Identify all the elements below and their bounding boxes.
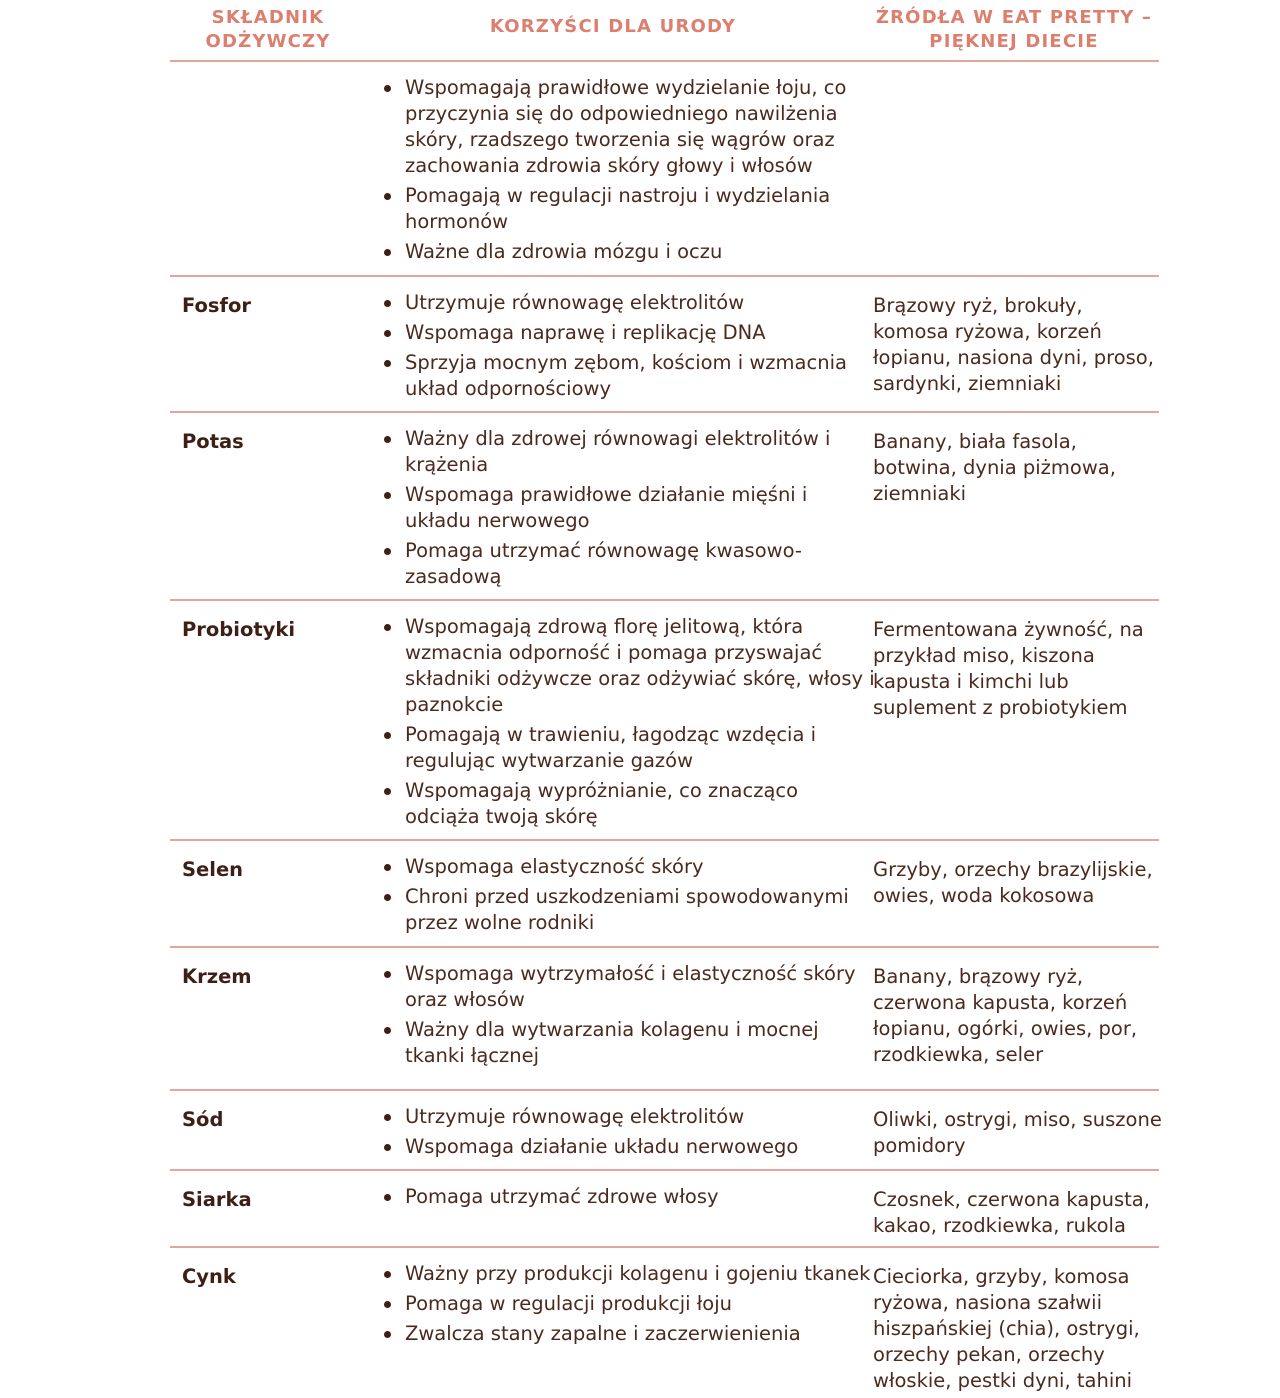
benefit-text: Wspomagają wypróżnianie, co znacząco odciąża twoją skórę <box>405 779 799 828</box>
table-row <box>170 413 1159 601</box>
bullet-icon <box>384 193 391 200</box>
benefit-text: Ważny przy produkcji kolagenu i gojeniu tkanek <box>405 1262 871 1285</box>
bullet-icon <box>384 971 391 978</box>
benefit-text: Chroni przed uszkodzeniami spowodowanymi przez wolne rodniki <box>405 885 849 934</box>
header-nutrient: SKŁADNIK ODŻYWCZY <box>205 7 331 52</box>
table-body <box>170 62 1162 1398</box>
bullet-icon <box>384 85 391 92</box>
sources-text: Fermentowana żywność, na przykład miso, kiszona kapusta i kimchi lub suplement z probiotykiem <box>873 618 1144 719</box>
benefit-item <box>405 1321 875 1347</box>
table-row <box>170 1171 1159 1248</box>
benefit-item <box>405 75 875 179</box>
bullet-icon <box>384 1331 391 1338</box>
bullet-icon <box>384 788 391 795</box>
nutrient-name: Krzem <box>182 965 252 988</box>
bullet-icon <box>384 1144 391 1151</box>
benefit-item <box>405 778 875 830</box>
bullet-icon <box>384 436 391 443</box>
bullet-icon <box>384 1194 391 1201</box>
header-benefits: KORZYŚCI DLA URODY <box>489 16 737 37</box>
benefit-item <box>405 350 875 402</box>
benefit-item <box>405 426 875 478</box>
benefits-list <box>405 426 875 594</box>
benefit-item <box>405 183 875 235</box>
bullet-icon <box>384 1271 391 1278</box>
benefit-item <box>405 614 875 718</box>
bullet-icon <box>384 1301 391 1308</box>
benefit-text: Wspomaga działanie układu nerwowego <box>405 1135 799 1158</box>
sources-text: Banany, brązowy ryż, czerwona kapusta, korzeń łopianu, ogórki, owies, por, rzodkiewka, seler <box>873 965 1138 1066</box>
benefit-item <box>405 961 875 1013</box>
benefit-item <box>405 854 875 880</box>
benefits-list <box>405 1104 875 1164</box>
benefit-item <box>405 290 875 316</box>
benefit-item <box>405 1184 875 1210</box>
nutrient-name: Sód <box>182 1108 224 1131</box>
sources-text: Czosnek, czerwona kapusta, kakao, rzodkiewka, rukola <box>873 1188 1150 1237</box>
bullet-icon <box>384 492 391 499</box>
benefit-text: Pomagają w trawieniu, łagodząc wzdęcia i regulując wytwarzanie gazów <box>405 723 817 772</box>
bullet-icon <box>384 624 391 631</box>
nutrient-name: Potas <box>182 430 244 453</box>
benefit-text: Pomaga w regulacji produkcji łoju <box>405 1292 732 1315</box>
benefits-list <box>405 614 875 834</box>
benefit-text: Ważne dla zdrowia mózgu i oczu <box>405 240 723 263</box>
nutrient-name: Fosfor <box>182 294 252 317</box>
benefit-item <box>405 1017 875 1069</box>
nutrient-name: Siarka <box>182 1188 252 1211</box>
table-row <box>170 1091 1162 1171</box>
table-row <box>170 948 1159 1091</box>
benefit-item <box>405 722 875 774</box>
benefit-text: Utrzymuje równowagę elektrolitów <box>405 1105 745 1128</box>
benefit-text: Wspomagają zdrową florę jelitową, która wzmacnia odporność i pomaga przyswajać składniki odżywcze oraz odżywiać skórę, włosy i paznokcie <box>405 615 875 716</box>
nutrient-name: Cynk <box>182 1265 236 1288</box>
benefit-item <box>405 1291 875 1317</box>
nutrient-name: Selen <box>182 858 244 881</box>
benefits-list <box>405 290 875 406</box>
bullet-icon <box>384 548 391 555</box>
benefit-item <box>405 239 875 265</box>
benefits-list <box>405 854 875 940</box>
bullet-icon <box>384 732 391 739</box>
benefits-list <box>405 75 875 269</box>
benefit-text: Wspomaga elastyczność skóry <box>405 855 704 878</box>
benefit-text: Ważny dla wytwarzania kolagenu i mocnej tkanki łącznej <box>405 1018 819 1067</box>
benefit-item <box>405 1261 875 1287</box>
benefit-text: Pomagają w regulacji nastroju i wydzielania hormonów <box>405 184 831 233</box>
benefit-text: Utrzymuje równowagę elektrolitów <box>405 291 745 314</box>
benefit-text: Pomaga utrzymać równowagę kwasowo-zasadową <box>405 539 802 588</box>
sources-text: Brązowy ryż, brokuły, komosa ryżowa, korzeń łopianu, nasiona dyni, proso, sardynki, ziemniaki <box>873 294 1154 395</box>
benefit-item <box>405 320 875 346</box>
table-header <box>170 0 1159 62</box>
benefit-text: Wspomagają prawidłowe wydzielanie łoju, co przyczynia się do odpowiedniego nawilżenia skóry, rzadszego tworzenia się wągrów oraz zachowania zdrowia skóry głowy i włosów <box>405 76 847 177</box>
nutrient-name: Probiotyki <box>182 618 296 641</box>
bullet-icon <box>384 360 391 367</box>
header-sources: ŹRÓDŁA W EAT PRETTY – PIĘKNEJ DIECIE <box>875 7 1153 52</box>
benefit-text: Wspomaga naprawę i replikację DNA <box>405 321 766 344</box>
table-row <box>170 601 1159 841</box>
nutrient-table <box>170 0 1162 1398</box>
benefits-list <box>405 1184 875 1214</box>
benefit-text: Wspomaga wytrzymałość i elastyczność skóry oraz włosów <box>405 962 856 1011</box>
benefit-text: Zwalcza stany zapalne i zaczerwienienia <box>405 1322 801 1345</box>
table-row <box>170 62 1159 277</box>
table-row <box>170 841 1159 948</box>
benefit-text: Ważny dla zdrowej równowagi elektrolitów i krążenia <box>405 427 831 476</box>
bullet-icon <box>384 1114 391 1121</box>
bullet-icon <box>384 1027 391 1034</box>
benefit-item <box>405 482 875 534</box>
bullet-icon <box>384 864 391 871</box>
benefit-text: Wspomaga prawidłowe działanie mięśni i układu nerwowego <box>405 483 808 532</box>
benefits-list <box>405 1261 875 1351</box>
table-row <box>170 277 1159 413</box>
bullet-icon <box>384 249 391 256</box>
sources-text: Banany, biała fasola, botwina, dynia piżmowa, ziemniaki <box>873 430 1116 505</box>
sources-text: Cieciorka, grzyby, komosa ryżowa, nasiona szałwii hiszpańskiej (chia), ostrygi, orzechy pekan, orzechy włoskie, pestki dyni, tahini <box>873 1265 1140 1392</box>
bullet-icon <box>384 330 391 337</box>
benefits-list <box>405 961 875 1073</box>
benefit-item <box>405 884 875 936</box>
table-row <box>170 1248 1159 1398</box>
sources-text: Oliwki, ostrygi, miso, suszone pomidory <box>873 1108 1162 1157</box>
sources-text: Grzyby, orzechy brazylijskie, owies, woda kokosowa <box>873 858 1153 907</box>
benefit-item <box>405 1104 875 1130</box>
benefit-text: Sprzyja mocnym zębom, kościom i wzmacnia układ odpornościowy <box>405 351 847 400</box>
benefit-text: Pomaga utrzymać zdrowe włosy <box>405 1185 719 1208</box>
bullet-icon <box>384 894 391 901</box>
bullet-icon <box>384 300 391 307</box>
benefit-item <box>405 1134 875 1160</box>
benefit-item <box>405 538 875 590</box>
